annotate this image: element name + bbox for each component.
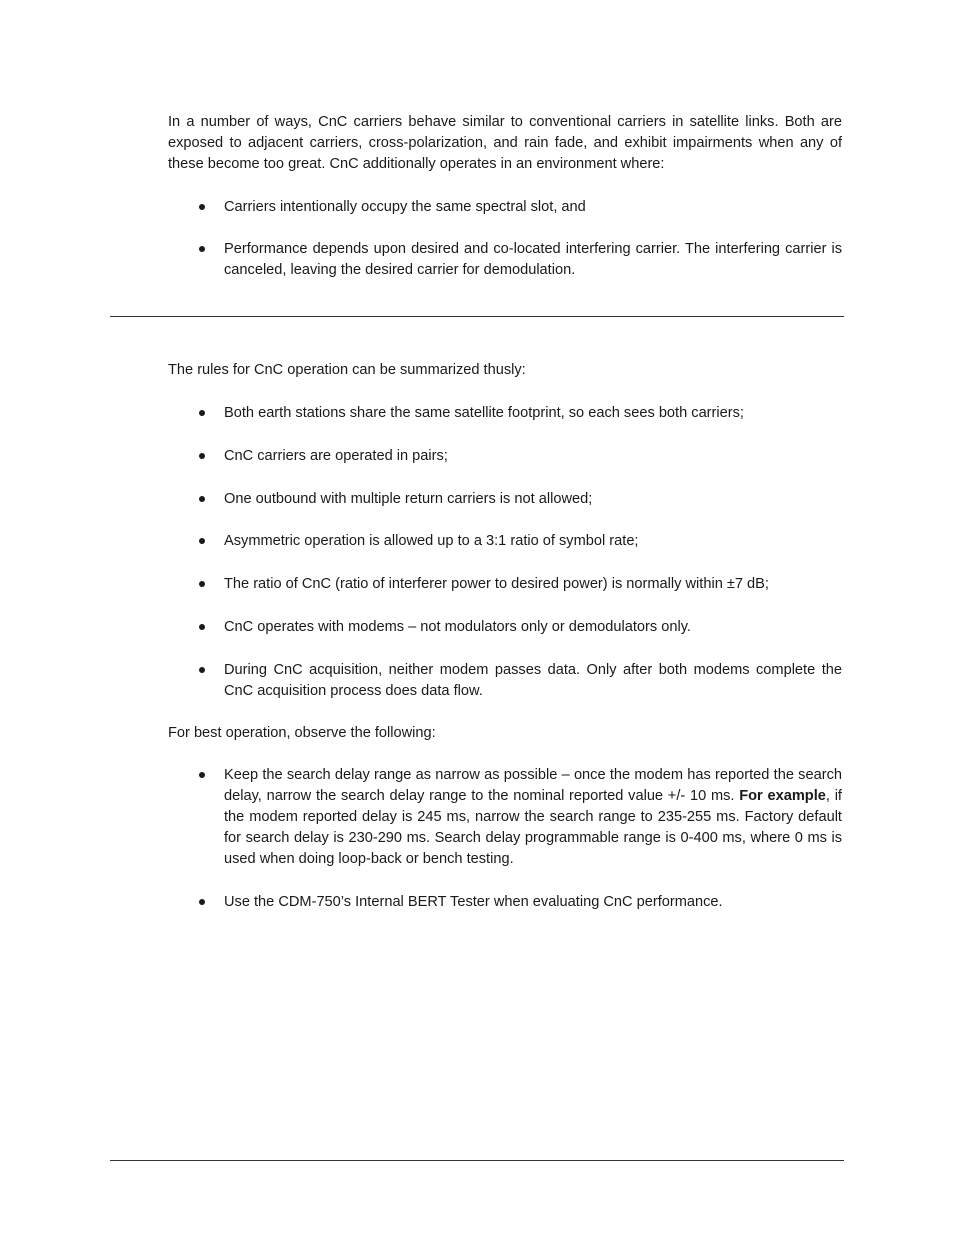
best-bullet-1-bold: For example [739,788,826,804]
best-bullet-1-text-a: Keep the search delay range as narrow as possible – once the modem has reported the search delay, narrow the search delay range to the nominal reported value +/- 10 ms. [224,767,842,804]
best-operation-bullet-1 [224,765,842,870]
rule-bullet-2: CnC carriers are operated in pairs; [224,446,842,467]
footer-divider [110,1160,844,1161]
best-bullet-1-text-b: , if the modem reported delay is 245 ms, narrow the search range to 235-255 ms. Factory default for search delay is 230-290 ms. Search delay programmable range is 0-400 ms, where 0 ms is used when doing loop-back or bench testing. [224,788,842,867]
environment-bullet-1: Carriers intentionally occupy the same spectral slot, and [224,197,842,218]
rule-bullet-1: Both earth stations share the same satellite footprint, so each sees both carriers; [224,403,842,424]
rule-bullet-4: Asymmetric operation is allowed up to a 3:1 ratio of symbol rate; [224,531,842,552]
rule-bullet-3: One outbound with multiple return carriers is not allowed; [224,489,842,510]
rule-bullet-7: During CnC acquisition, neither modem passes data. Only after both modems complete the CnC acquisition process does data flow. [224,660,842,702]
rule-bullet-5: The ratio of CnC (ratio of interferer power to desired power) is normally within ±7 dB; [224,574,842,595]
section-divider [110,316,844,317]
environment-bullet-2: Performance depends upon desired and co-located interfering carrier. The interfering carrier is canceled, leaving the desired carrier for demodulation. [224,239,842,281]
rule-bullet-6: CnC operates with modems – not modulators only or demodulators only. [224,617,842,638]
rules-intro-paragraph: The rules for CnC operation can be summarized thusly: [168,362,526,378]
best-operation-bullet-2: Use the CDM-750’s Internal BERT Tester when evaluating CnC performance. [224,892,842,913]
best-operation-intro: For best operation, observe the following: [168,725,436,741]
intro-paragraph: In a number of ways, CnC carriers behave similar to conventional carriers in satellite links. Both are exposed to adjacent carriers, cross-polarization, and rain fade, and exhibit impairments when any of these become too great. CnC additionally operates in an environment where: [168,114,842,172]
